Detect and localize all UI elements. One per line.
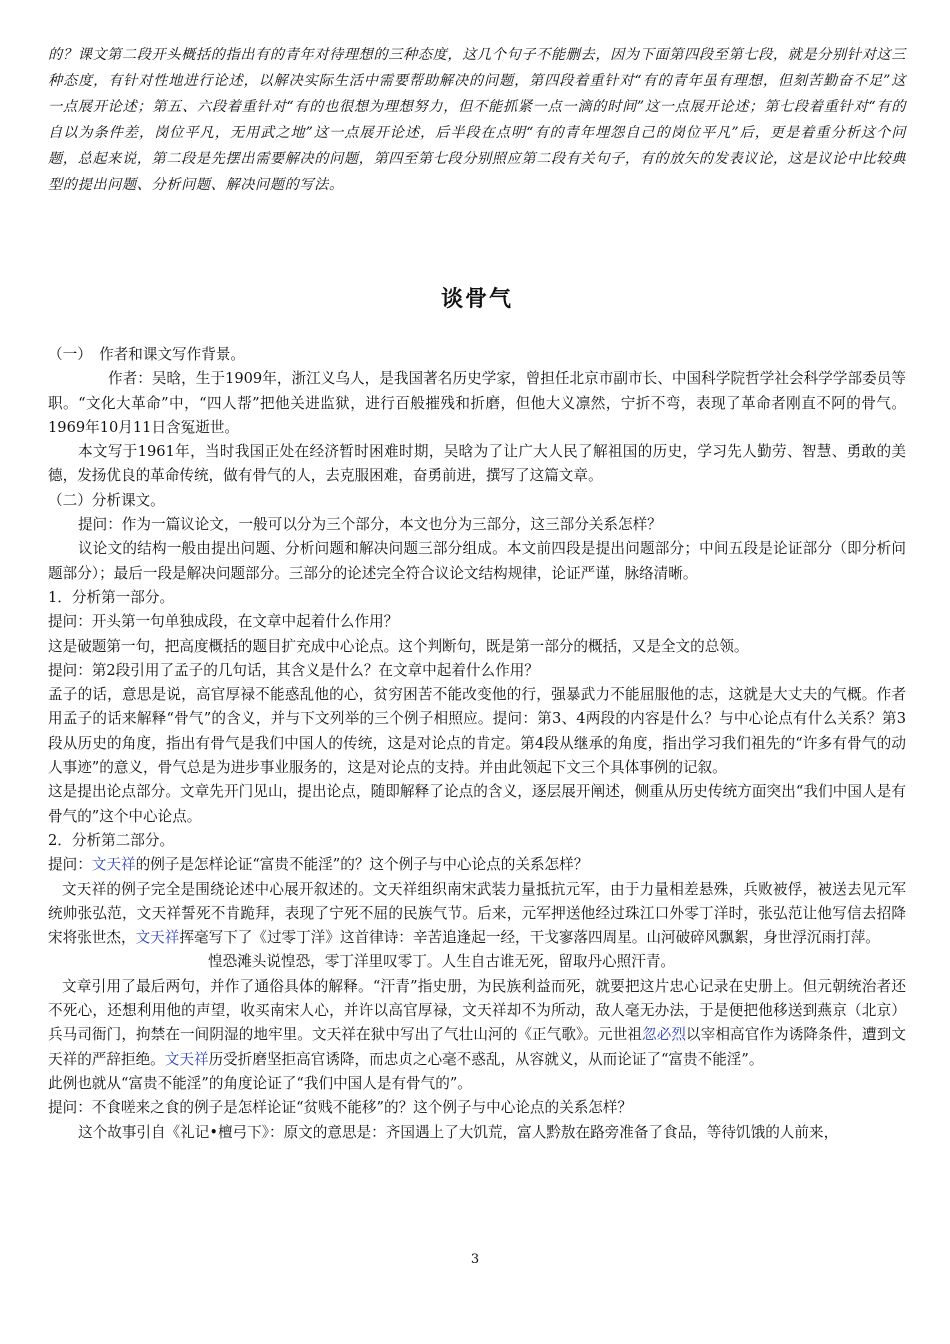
answer-quote-explanation xyxy=(48,975,906,1072)
question-text: 的例子是怎样论证“富贵不能淫”的？这个例子与中心论点的关系怎样？ xyxy=(135,856,589,874)
article-body xyxy=(48,343,906,1145)
question-jielai: 提问：不食嗟来之食的例子是怎样论证“贫贱不能移”的？这个例子与中心论点的关系怎样？ xyxy=(48,1099,633,1117)
question-mencius: 提问：第2段引用了孟子的几句话，其含义是什么？在文章中起着什么作用？ xyxy=(48,661,539,679)
quote-text-part1: 文章引用了最后两句，并作了通俗具体的解释。“汗青”指史册，为民族利益而死，就要把这片忠心记录在史册上。但元朝统治者还不死心，还想利用他的声望，收买南宋人心，并许以高官厚禄，文天祥却不为所动，敌人毫无办法，于是便把他移送到燕京（北京）兵马司衙门，拘禁在一间阴湿的地牢里。文天祥在狱中写出了气壮山河的《正气歌》。元世祖 xyxy=(48,977,906,1044)
intro-paragraph: 的？课文第二段开头概括的指出有的青年对待理想的三种态度，这几个句子不能删去，因为下面第四段至第七段，就是分别针对这三种态度，有针对性地进行论述，以解决实际生活中需要帮助解决的问题，第四段着重针对“有的青年虽有理想，但刻苦勤奋不足”这一点展开论述；第五、六段着重针对“有的也很想为理想努力，但不能抓紧一点一滴的时间”这一点展开论述；第七段着重针对“有的自以为条件差，岗位平凡，无用武之地”这一点展开论述，后半段在点明“有的青年埋怨自己的岗位平凡”后，更是着重分析这个问题，总起来说，第二段是先摆出需要解决的问题，第四至第七段分别照应第二段有关句子，有的放矢的发表议论，这是议论中比较典型的提出问题、分析问题、解决问题的写法。 xyxy=(48,47,906,193)
intro-section xyxy=(48,42,906,198)
background-paragraph: 本文写于1961年，当时我国正处在经济暂时困难时期，吴晗为了让广大人民了解祖国的历史，学习先人勤劳、智慧、勇敢的美德，发扬优良的革命传统，做有骨气的人，去克服困难，奋勇前进，撰写了这篇文章。 xyxy=(48,443,906,485)
poem-line: 惶恐滩头说惶恐，零丁洋里叹零丁。人生自古谁无死，留取丹心照汗青。 xyxy=(208,953,676,971)
question-prefix: 提问： xyxy=(48,856,92,874)
author-paragraph: 作者：吴晗，生于1909年，浙江义乌人，是我国著名历史学家，曾担任北京市副市长、中国科学院哲学社会科学学部委员等职。“文化大革命”中，“四人帮”把他关进监狱，进行百般摧残和折磨，但他大义凛然，宁折不弯，表现了革命者刚直不阿的骨气。1969年10月11日含冤逝世。 xyxy=(48,370,906,436)
wentianxiang-link[interactable]: 文天祥 xyxy=(164,1050,209,1068)
section-heading-author: （一） 作者和课文写作背景。 xyxy=(48,346,246,363)
article-title: 谈骨气 xyxy=(440,286,513,312)
part2-heading: 2．分析第二部分。 xyxy=(48,831,175,849)
document-page xyxy=(48,42,906,1145)
answer-wentianxiang xyxy=(48,878,906,951)
answer-first-sentence: 这是破题第一句，把高度概括的题目扩充成中心论点。这个判断句，既是第一部分的概括，又是全文的总领。 xyxy=(48,637,749,655)
part1-summary: 这是提出论点部分。文章先开门见山，提出论点，随即解释了论点的含义，逐层展开阐述，侧重从历史传统方面突出“我们中国人是有骨气的”这个中心论点。 xyxy=(48,783,906,825)
page-number: 3 xyxy=(470,1252,480,1267)
wentianxiang-link[interactable]: 文天祥 xyxy=(135,929,180,947)
question-wentianxiang xyxy=(48,853,906,877)
question-structure: 提问：作为一篇议论文，一般可以分为三个部分，本文也分为三部分，这三部分关系怎样？ xyxy=(78,516,662,534)
answer-structure: 议论文的结构一般由提出问题、分析问题和解决问题三部分组成。本文前四段是提出问题部分；中间五段是论证部分（即分析问题部分）；最后一段是解决问题部分。三部分的论述完全符合议论文结构规律，论证严谨，脉络清晰。 xyxy=(48,540,906,582)
wentianxiang-link[interactable]: 文天祥 xyxy=(91,856,136,874)
question-first-sentence: 提问：开头第一句单独成段，在文章中起着什么作用？ xyxy=(48,613,399,631)
kublai-khan-link[interactable]: 忽必烈 xyxy=(642,1026,687,1044)
quote-text-part3: 历受折磨坚拒高官诱降，而忠贞之心毫不惑乱，从容就义，从而论证了“富贵不能淫”。 xyxy=(208,1050,764,1068)
answer-text-part1: 文天祥的例子完全是围绕论述中心展开叙述的。文天祥组织南宋武装力量抵抗元军，由于力量相差悬殊，兵败被俘，被送去见元军统帅张弘范，文天祥誓死不肯跪拜，表现了宁死不屈的民族气节。后来，元军押送他经过珠江口外零丁洋时，张弘范让他写信去招降宋将张世杰， xyxy=(48,880,906,947)
part1-heading: 1．分析第一部分。 xyxy=(48,588,175,606)
quote-text-part2: 以宰相高官作为诱降条件，遭到文天祥的严辞拒绝。 xyxy=(48,1026,906,1068)
answer-jielai: 这个故事引自《礼记•檀弓下》：原文的意思是：齐国遇上了大饥荒，富人黔敖在路旁准备了食品，等待饥饿的人前来， xyxy=(78,1123,839,1141)
answer-text-part2: 挥毫写下了《过零丁洋》这首律诗：辛苦追逢起一经，干戈寥落四周星。山河破碎风飘絮，身世浮沉雨打萍。 xyxy=(179,929,880,947)
section-heading-analysis: （二）分析课文。 xyxy=(48,491,165,509)
wentianxiang-summary: 此例也就从“富贵不能淫”的角度论证了“我们中国人是有骨气的”。 xyxy=(48,1074,472,1092)
answer-mencius: 孟子的话，意思是说，高官厚禄不能惑乱他的心，贫穷困苦不能改变他的行，强暴武力不能屈服他的志，这就是大丈夫的气概。作者用孟子的话来解释“骨气”的含义，并与下文列举的三个例子相照应。提问：第3、4两段的内容是什么？与中心论点有什么关系？第3段从历史的角度，指出有骨气是我们中国人的传统，这是对论点的肯定。第4段从继承的角度，指出学习我们祖先的“许多有骨气的动人事迹”的意义，骨气总是为进步事业服务的，这是对论点的支持。并由此领起下文三个具体事例的记叙。 xyxy=(48,686,906,777)
